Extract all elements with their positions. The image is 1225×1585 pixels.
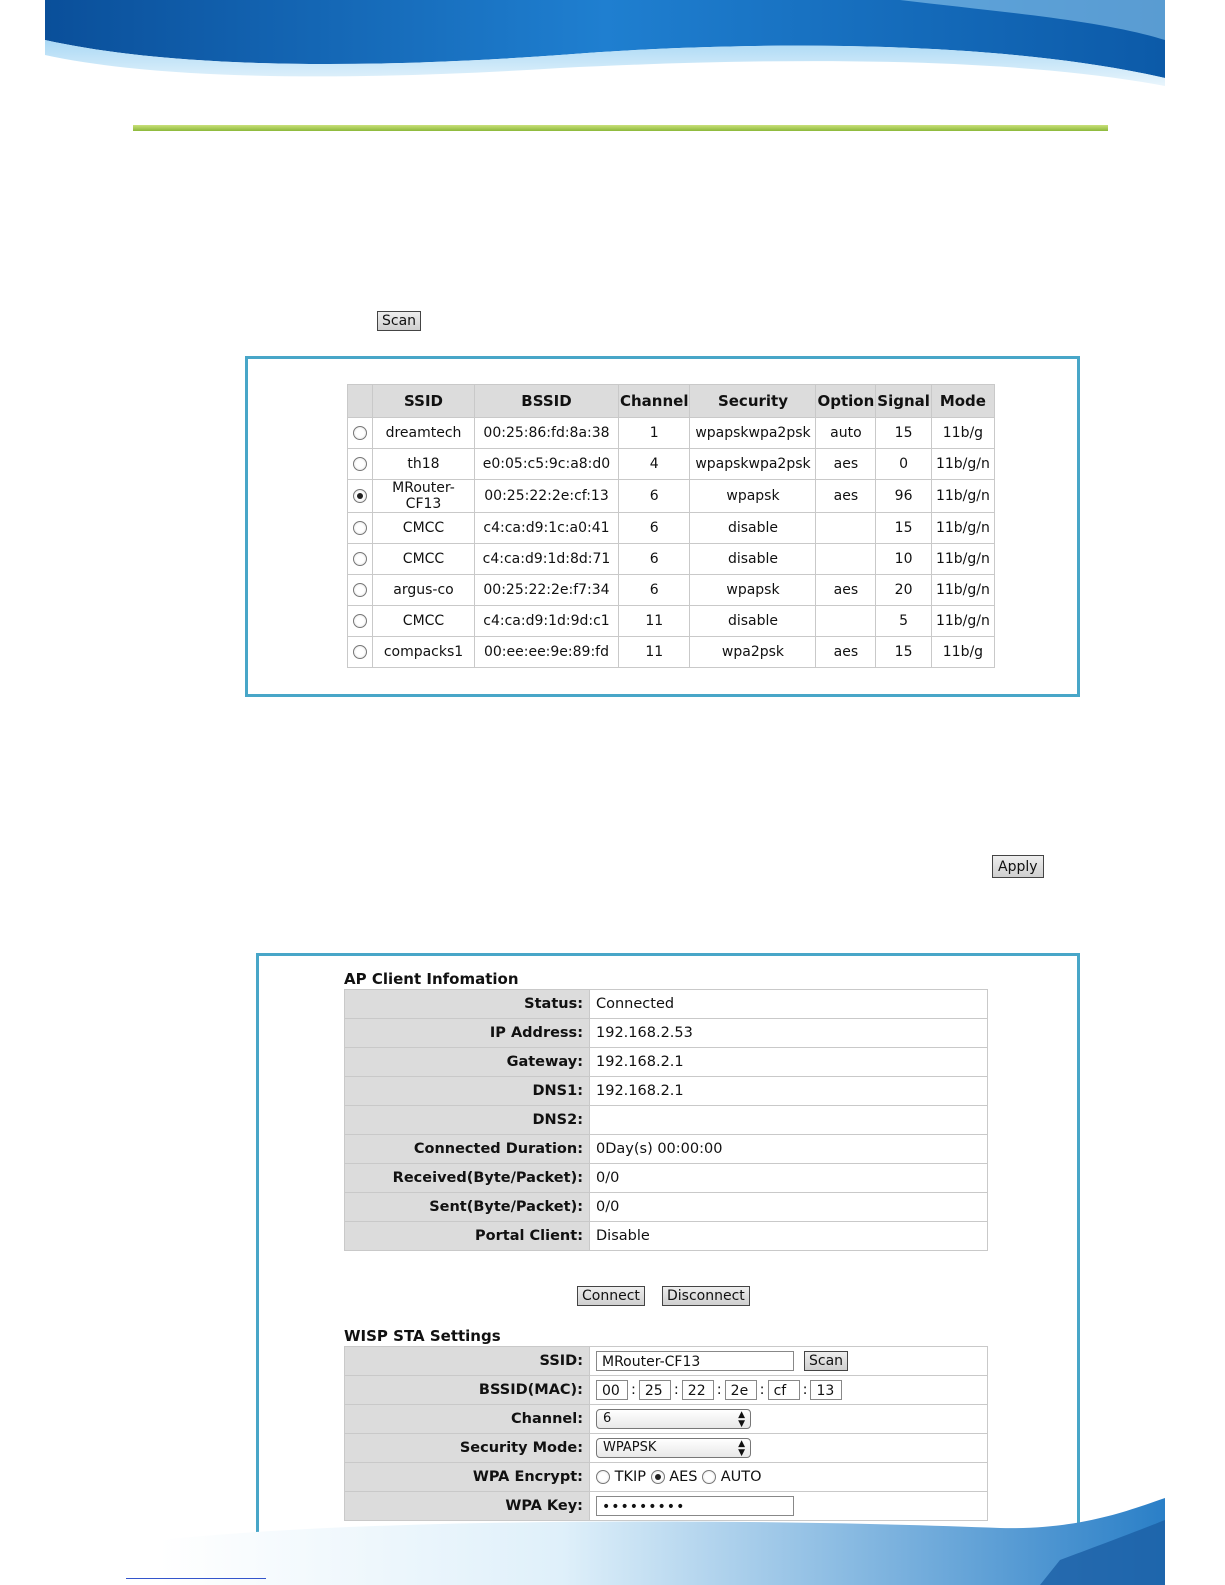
cell-signal: 15 [876,637,932,668]
row-radio[interactable] [348,575,373,606]
bssid-octet-3-input[interactable]: 22 [682,1380,714,1400]
table-row[interactable] [348,449,995,480]
cell-signal: 0 [876,449,932,480]
cell-channel: 6 [619,575,690,606]
dns2-value [590,1106,988,1135]
cell-bssid: 00:ee:ee:9e:89:fd [475,637,619,668]
channel-cell [590,1405,988,1434]
table-header-row [348,385,995,418]
header-rule [133,125,1108,131]
cell-option [816,513,876,544]
row-radio[interactable] [348,544,373,575]
cell-security: wpapskwpa2psk [690,418,816,449]
cell-signal: 10 [876,544,932,575]
table-row[interactable] [348,513,995,544]
bssid-octet-2-input[interactable]: 25 [639,1380,671,1400]
channel-label: Channel: [345,1405,590,1434]
table-row[interactable] [348,606,995,637]
row-radio[interactable] [348,606,373,637]
wpa-encrypt-cell [590,1463,988,1492]
bssid-separator: : [759,1382,765,1398]
status-value: Connected [590,990,988,1019]
scan-results-frame [245,356,1080,697]
table-row [345,1077,988,1106]
table-row [345,1222,988,1251]
cell-mode: 11b/g/n [931,606,994,637]
aes-option-label: AES [669,1469,698,1485]
scan-button[interactable]: Scan [377,311,421,331]
radio-icon[interactable] [353,552,367,566]
select-arrows-icon: ▲ ▼ [738,1439,745,1458]
wpa-encrypt-label: WPA Encrypt: [345,1463,590,1492]
table-row [345,1135,988,1164]
table-row[interactable] [348,637,995,668]
portal-client-label: Portal Client: [345,1222,590,1251]
cell-signal: 5 [876,606,932,637]
ip-address-label: IP Address: [345,1019,590,1048]
table-row [345,1463,988,1492]
wpa-key-input[interactable]: ••••••••• [596,1496,794,1516]
bssid-octet-6-input[interactable]: 13 [810,1380,842,1400]
column-header-option: Option [816,385,876,418]
cell-mode: 11b/g/n [931,575,994,606]
wisp-scan-button[interactable]: Scan [804,1351,848,1371]
cell-mode: 11b/g/n [931,544,994,575]
cell-security: disable [690,513,816,544]
cell-signal: 15 [876,513,932,544]
cell-mode: 11b/g [931,418,994,449]
cell-option: auto [816,418,876,449]
wisp-ssid-cell [590,1347,988,1376]
cell-signal: 96 [876,480,932,513]
tkip-radio[interactable] [596,1470,610,1484]
cell-signal: 20 [876,575,932,606]
row-radio[interactable] [348,637,373,668]
table-row [345,1434,988,1463]
column-header-channel: Channel [619,385,690,418]
cell-ssid: compacks1 [373,637,475,668]
row-radio[interactable] [348,418,373,449]
cell-channel: 6 [619,544,690,575]
footer-link-underline [126,1578,266,1579]
portal-client-value: Disable [590,1222,988,1251]
received-label: Received(Byte/Packet): [345,1164,590,1193]
dns1-value: 192.168.2.1 [590,1077,988,1106]
cell-channel: 6 [619,513,690,544]
bssid-octet-4-input[interactable]: 2e [725,1380,757,1400]
radio-icon[interactable] [353,426,367,440]
cell-ssid: CMCC [373,606,475,637]
table-row [345,1019,988,1048]
wisp-title: WISP STA Settings [344,1327,501,1345]
table-row[interactable] [348,418,995,449]
cell-option: aes [816,637,876,668]
gateway-label: Gateway: [345,1048,590,1077]
ip-address-value: 192.168.2.53 [590,1019,988,1048]
radio-icon[interactable] [353,645,367,659]
table-row [345,990,988,1019]
table-row [345,1405,988,1434]
ap-client-table [344,989,988,1251]
ap-client-title: AP Client Infomation [344,970,519,988]
wpa-key-label: WPA Key: [345,1492,590,1521]
security-mode-cell [590,1434,988,1463]
cell-channel: 11 [619,637,690,668]
cell-channel: 6 [619,480,690,513]
bssid-separator: : [716,1382,722,1398]
aes-radio[interactable] [651,1470,665,1484]
radio-icon[interactable] [353,583,367,597]
bssid-label: BSSID(MAC): [345,1376,590,1405]
row-radio[interactable] [348,449,373,480]
cell-bssid: c4:ca:d9:1d:9d:c1 [475,606,619,637]
bssid-octet-5-input[interactable]: cf [768,1380,800,1400]
table-row [345,1347,988,1376]
apply-button[interactable]: Apply [992,855,1044,878]
cell-mode: 11b/g/n [931,513,994,544]
cell-signal: 15 [876,418,932,449]
cell-ssid: dreamtech [373,418,475,449]
sent-value: 0/0 [590,1193,988,1222]
radio-selected-icon[interactable] [353,489,367,503]
cell-bssid: 00:25:22:2e:f7:34 [475,575,619,606]
table-row [345,1376,988,1405]
table-row [345,1106,988,1135]
cell-security: wpapsk [690,480,816,513]
radio-icon[interactable] [353,457,367,471]
bssid-separator: : [631,1382,636,1398]
radio-icon[interactable] [353,614,367,628]
cell-ssid [373,480,475,513]
bssid-separator: : [802,1382,808,1398]
cell-ssid-line1: MRouter- [392,480,455,496]
dns1-label: DNS1: [345,1077,590,1106]
received-value: 0/0 [590,1164,988,1193]
bssid-cell [590,1376,988,1405]
auto-option-label: AUTO [720,1469,762,1485]
table-row [345,1048,988,1077]
select-column-header [348,385,373,418]
cell-option: aes [816,449,876,480]
cell-ssid: CMCC [373,513,475,544]
cell-option [816,544,876,575]
cell-security: disable [690,606,816,637]
wisp-ssid-label: SSID: [345,1347,590,1376]
cell-ssid: CMCC [373,544,475,575]
tkip-option-label: TKIP [614,1469,646,1485]
select-arrows-icon: ▲ ▼ [738,1410,745,1429]
security-mode-select[interactable] [596,1438,751,1458]
cell-option [816,606,876,637]
cell-channel: 4 [619,449,690,480]
channel-select-value: 6 [603,1411,612,1426]
disconnect-button[interactable]: Disconnect [662,1286,750,1306]
column-header-mode: Mode [931,385,994,418]
radio-icon[interactable] [353,521,367,535]
cell-option: aes [816,575,876,606]
ssid-input[interactable]: MRouter-CF13 [596,1351,794,1371]
cell-mode: 11b/g/n [931,449,994,480]
column-header-ssid: SSID [373,385,475,418]
footer-banner [0,1490,1225,1585]
connect-button[interactable]: Connect [577,1286,645,1306]
channel-select[interactable] [596,1409,751,1429]
header-banner [0,0,1225,110]
dns2-label: DNS2: [345,1106,590,1135]
ap-client-frame [256,953,1080,1543]
table-row [345,1164,988,1193]
security-mode-label: Security Mode: [345,1434,590,1463]
cell-ssid: argus-co [373,575,475,606]
cell-mode: 11b/g/n [931,480,994,513]
cell-ssid-line2: CF13 [405,496,442,512]
cell-security: disable [690,544,816,575]
connected-duration-value: 0Day(s) 00:00:00 [590,1135,988,1164]
cell-security: wpa2psk [690,637,816,668]
sent-label: Sent(Byte/Packet): [345,1193,590,1222]
connected-duration-label: Connected Duration: [345,1135,590,1164]
cell-mode: 11b/g [931,637,994,668]
column-header-signal: Signal [876,385,932,418]
row-radio[interactable] [348,513,373,544]
table-row[interactable] [348,480,995,513]
cell-bssid: 00:25:86:fd:8a:38 [475,418,619,449]
scan-results-table [347,384,995,668]
bssid-separator: : [673,1382,679,1398]
cell-channel: 11 [619,606,690,637]
cell-bssid: c4:ca:d9:1d:8d:71 [475,544,619,575]
column-header-bssid: BSSID [475,385,619,418]
cell-bssid: c4:ca:d9:1c:a0:41 [475,513,619,544]
table-row [345,1193,988,1222]
cell-security: wpapsk [690,575,816,606]
cell-ssid: th18 [373,449,475,480]
table-row[interactable] [348,575,995,606]
cell-bssid: e0:05:c5:9c:a8:d0 [475,449,619,480]
cell-channel: 1 [619,418,690,449]
bssid-octet-1-input[interactable]: 00 [596,1380,628,1400]
security-mode-select-value: WPAPSK [603,1440,657,1455]
column-header-security: Security [690,385,816,418]
table-row[interactable] [348,544,995,575]
cell-bssid: 00:25:22:2e:cf:13 [475,480,619,513]
cell-option: aes [816,480,876,513]
gateway-value: 192.168.2.1 [590,1048,988,1077]
auto-radio[interactable] [702,1470,716,1484]
cell-security: wpapskwpa2psk [690,449,816,480]
row-radio[interactable] [348,480,373,513]
status-label: Status: [345,990,590,1019]
